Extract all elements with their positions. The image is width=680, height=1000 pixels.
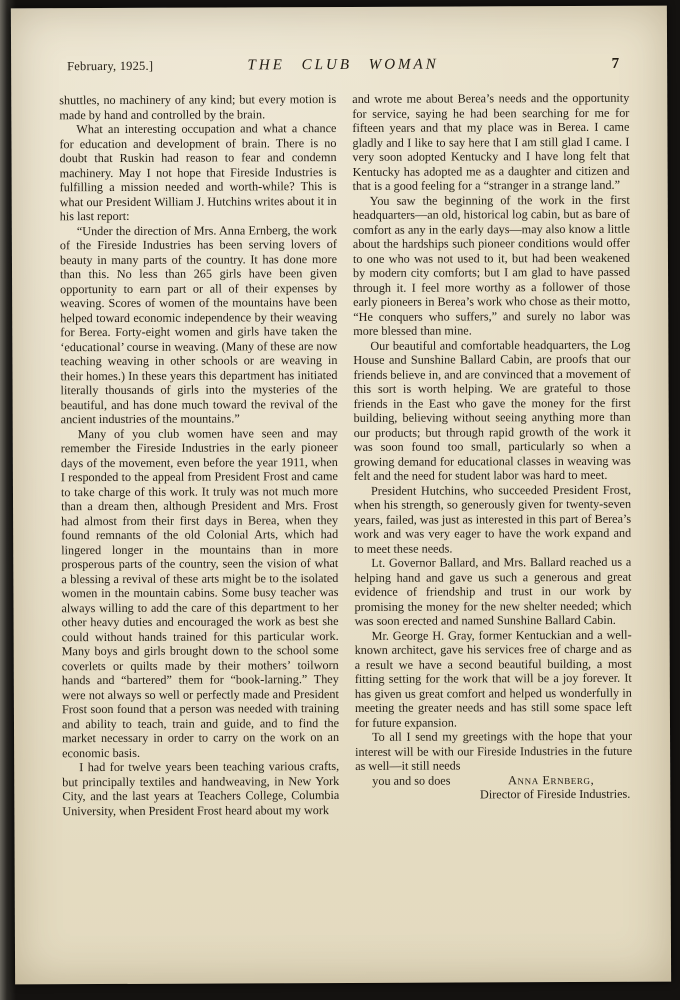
right-column bbox=[352, 91, 632, 817]
closing-lead: you and so does bbox=[372, 773, 451, 788]
paragraph: President Hutchins, who succeeded President Frost, when his strength, so generously given for twenty-seven years, failed, was just as interested in this part of Berea’s work and was very eager to have the work expand and to meet these needs. bbox=[354, 482, 632, 556]
paragraph: To all I send my greetings with the hope that your interest will be with our Fireside Industries in the future as well—it still needs bbox=[355, 728, 633, 773]
paragraph: and wrote me about Berea’s needs and the opportunity for service, saying he had been searching for me for fifteen years and that my place was in Berea. I came gladly and I like to say here that I am still glad I came. I very soon adopted Kentucky and I have long felt that Kentucky has adopted me as a daughter and citizen and that is a good feeling for a “stranger in a strange land.” bbox=[352, 90, 630, 193]
paragraph: shuttles, no machinery of any kind; but every motion is made by hand and controlled by the brain. bbox=[59, 92, 337, 122]
paragraph: You saw the beginning of the work in the first headquarters—an old, historical log cabin, but as bare of comfort as any in the early days—may also know a little about the hardships such pioneer conditions would offer to one who was not used to it, but had been weakened by modern city comforts; but I am glad to have passed through it. I feel more worthy as a follower of those early pioneers in Berea’s work who chose as their motto, “He conquers who suffers,” and surely no labor was more blessed than mine. bbox=[352, 192, 631, 338]
magazine-page bbox=[11, 6, 671, 985]
left-column bbox=[59, 92, 339, 818]
magazine-title: THE CLUB WOMAN bbox=[247, 56, 439, 74]
paragraph: Our beautiful and comfortable headquarters, the Log House and Sunshine Ballard Cabin, are proofs that our friends believe in, and are convinced that a movement of this sort is worth helping. We are grateful to those friends in the East who gave the money for the first building, believing without seeing anything more than our products; but through rapid growth of the work it was soon found too small, particularly so when a growing demand for educational classes in weaving was felt and the need for student labor was hard to meet. bbox=[353, 337, 631, 483]
signature-title: Director of Fireside Industries. bbox=[479, 786, 631, 802]
paragraph: Many of you club women have seen and may remember the Fireside Industries in the early pioneer days of the movement, even before the year 1911, when I responded to the appeal from President Frost and came to take charge of this work. It truly was not much more than a dream then, although President and Mrs. Frost had almost from their first days in Berea, when they found remnants of the old Colonial Arts, which had lingered longer in the mountains than in more prosperous parts of the country, seen the vision of what a blessing a revival of these arts might be to the isolated women in the mountain cabins. Some busy teacher was always willing to add the care of this department to her other heavy duties and encouraged the work as best she could without hands trained for this particular work. Many boys and girls brought down to the school some coverlets or quilts made by their mothers’ toilworn hands and “bartered” them for “book-larning.” They were not always so well or perfectly made and President Frost soon found that a person was needed with training and ability to teach, train and guide, and to find the market necessary in order to carry on the work on an economic basis. bbox=[60, 425, 340, 760]
paragraph: “Under the direction of Mrs. Anna Ernberg, the work of the Fireside Industries has been serving lovers of beauty in many parts of the country. It has done more than this. No less than 265 girls have been given opportunity to earn part or all of their expenses by weaving. Scores of women of the mountains have been helped toward economic independence by their weaving for Berea. Forty-eight women and girls have taken the ‘educational’ course in weaving. (Many of these are now teaching weaving in other schools or are weaving in their homes.) In these years this department has initiated literally thousands of girls into the mysteries of the beautiful, and has done much toward the revival of the ancient industries of the mountains.” bbox=[59, 222, 338, 427]
paragraph: Mr. George H. Gray, former Kentuckian and a well-known architect, gave his services free of charge and as a result we have a second beautiful building, a most fitting setting for the work that will be a joy forever. It has given us great comfort and helped us wonderfully in meeting the greater needs and has still some space left for future expansion. bbox=[354, 627, 632, 730]
page-number: 7 bbox=[611, 55, 620, 72]
two-column-body bbox=[59, 91, 632, 818]
signature-row bbox=[355, 772, 632, 788]
paragraph: I had for twelve years been teaching various crafts, but principally textiles and handweaving, in New York City, and the last years at Teachers College, Columbia University, when President Frost heard about my work bbox=[62, 759, 340, 818]
page-header bbox=[67, 56, 625, 75]
issue-date: February, 1925.] bbox=[67, 58, 154, 74]
signature-name: Anna Ernberg, bbox=[508, 772, 595, 787]
paragraph: Lt. Governor Ballard, and Mrs. Ballard reached us a helping hand and gave us such a generous and great evidence of friendship and trust in our work by promising the money for the new shelter needed; which was soon erected and named Sunshine Ballard Cabin. bbox=[354, 554, 632, 628]
paragraph: What an interesting occupation and what a chance for education and development of brain. There is no doubt that Ruskin had reason to fear and condemn machinery. May I not hope that Fireside Industries is fulfilling a mission needed and worth-while? This is what our President William J. Hutchins writes about it in his last report: bbox=[59, 121, 337, 224]
